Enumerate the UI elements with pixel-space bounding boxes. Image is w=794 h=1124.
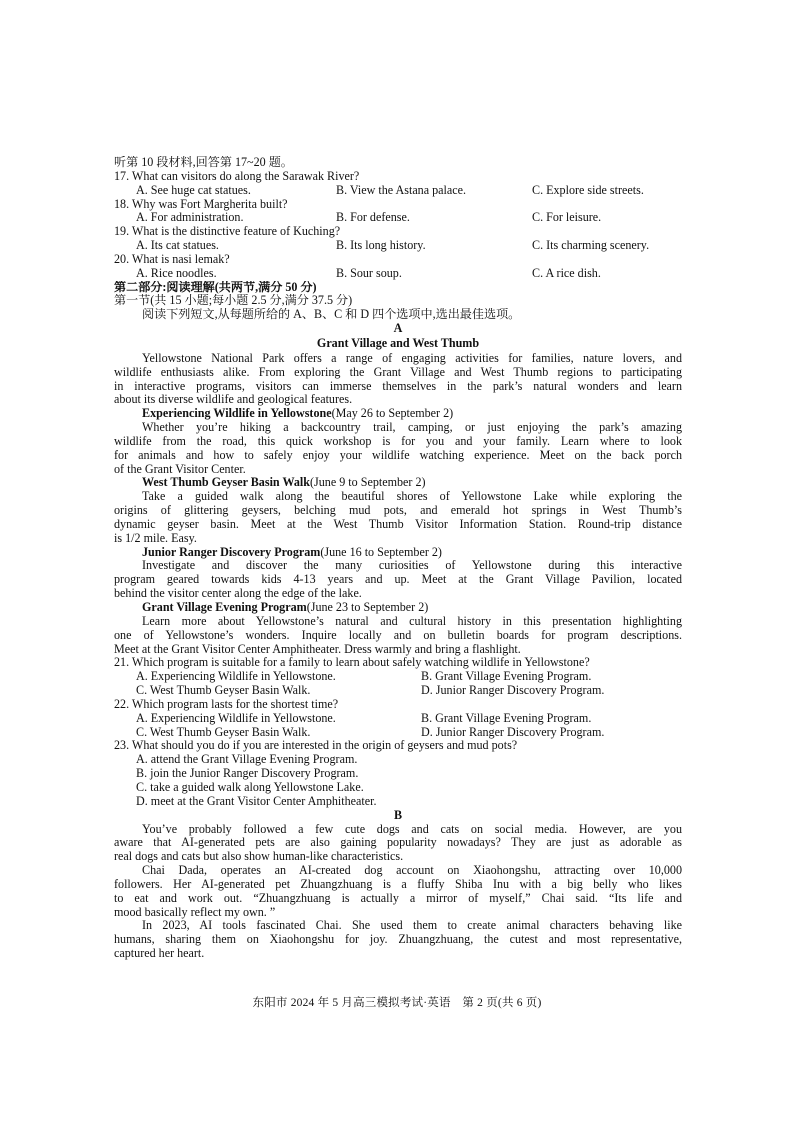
text-line: mood basically reflect my own. ”: [114, 905, 276, 919]
text-line: in interactive programs, visitors can immerse themselves in the park’s natural wonders and learn: [114, 379, 682, 393]
option-b: B. Grant Village Evening Program.: [421, 710, 592, 725]
question-stem: 17. What can visitors do along the Sarawak River?: [114, 169, 360, 183]
text-line: real dogs and cats but also show human-like characteristics.: [114, 850, 404, 864]
program-dates: (June 16 to September 2): [320, 544, 442, 559]
option-b: B. Grant Village Evening Program.: [421, 669, 592, 684]
question-options: [114, 684, 682, 698]
program-wildlife: [114, 407, 682, 476]
option-a: A. Rice noodles.: [136, 265, 217, 280]
option-c: C. Its charming scenery.: [532, 238, 650, 253]
text-line: humans, sharing them on Xiaohongshu for joy. Zhuangzhuang, the cutest and most representative,: [114, 933, 682, 947]
option-a: A. attend the Grant Village Evening Program.: [136, 752, 358, 767]
option-d: D. Junior Ranger Discovery Program.: [421, 724, 605, 739]
text-line: Investigate and discover the many curiosities of Yellowstone during this interactive: [142, 559, 682, 573]
program-junior-ranger: [114, 546, 682, 601]
section1-heading: 第一节(共 15 小题;每小题 2.5 分,满分 37.5 分): [114, 294, 353, 308]
passage-b-paragraph: [114, 919, 682, 961]
option-c: C. Explore side streets.: [532, 182, 644, 197]
question-options: [114, 712, 682, 726]
text-line: You’ve probably followed a few cute dogs and cats on social media. However, are you: [142, 822, 682, 836]
option-c: C. West Thumb Geyser Basin Walk.: [136, 683, 311, 698]
option-c: C. West Thumb Geyser Basin Walk.: [136, 724, 311, 739]
program-name: West Thumb Geyser Basin Walk: [142, 475, 311, 490]
option-a: A. For administration.: [136, 210, 244, 225]
question-17: [114, 170, 682, 198]
option-b: B. View the Astana palace.: [336, 182, 467, 197]
question-stem: 21. Which program is suitable for a family to learn about safely watching wildlife in Yellowstone?: [114, 656, 590, 670]
text-line: Learn more about Yellowstone’s natural and cultural history in this presentation highlighting: [142, 614, 682, 628]
option-d: D. meet at the Grant Visitor Center Amphitheater.: [136, 793, 377, 808]
question-stem: 20. What is nasi lemak?: [114, 252, 230, 266]
option-a: A. Experiencing Wildlife in Yellowstone.: [136, 710, 336, 725]
question-options: [114, 726, 682, 740]
program-name: Grant Village Evening Program: [142, 600, 307, 614]
text-line: about its diverse wildlife and geological features.: [114, 393, 353, 407]
text-line: for animals and how to safely enjoy your wildlife watching experience. Meet on the back porch: [114, 448, 682, 462]
text-line: to eat and work out. “Zhuangzhuang is actually a mirror of myself,” Chai said. “Its life and: [114, 891, 682, 905]
question-options: [114, 211, 682, 225]
question-19: [114, 225, 682, 253]
question-stem: 18. Why was Fort Margherita built?: [114, 197, 288, 211]
program-name: Experiencing Wildlife in Yellowstone: [142, 406, 332, 421]
text-line: followers. Her AI-generated pet Zhuangzhuang is a fluffy Shiba Inu with a big belly who likes: [114, 877, 682, 891]
passage-b-paragraph: [114, 823, 682, 865]
text-line: wildlife enthusiasts alike. From exploring the Grant Village and West Thumb regions to participating: [114, 365, 682, 379]
program-heading: [114, 546, 682, 560]
question-options: [114, 267, 682, 281]
page-footer: 东阳市 2024 年 5 月高三模拟考试·英语 第 2 页(共 6 页): [252, 997, 542, 1009]
text-line: Take a guided walk along the beautiful shores of Yellowstone Lake while exploring the: [142, 490, 682, 504]
option-b: B. join the Junior Ranger Discovery Program.: [136, 766, 359, 781]
option-c: C. take a guided walk along Yellowstone Lake.: [136, 779, 364, 794]
question-stem: 19. What is the distinctive feature of Kuching?: [114, 225, 341, 239]
program-heading: [114, 601, 682, 615]
option-c: C. A rice dish.: [532, 265, 601, 280]
option-b: B. Its long history.: [336, 238, 426, 253]
option-a: A. Its cat statues.: [136, 238, 219, 253]
question-options: [114, 239, 682, 253]
question-21: [114, 656, 682, 698]
program-dates: (May 26 to September 2): [331, 406, 454, 421]
question-options: [114, 670, 682, 684]
text-line: wildlife from the road, this quick workshop is for you and your family. Learn where to look: [114, 434, 682, 448]
question-18: [114, 198, 682, 226]
program-geyser-walk: [114, 476, 682, 545]
text-line: Chai Dada, operates an AI-created dog account on Xiaohongshu, attracting over 10,000: [142, 864, 682, 878]
program-evening: [114, 601, 682, 656]
question-20: [114, 253, 682, 281]
text-line: program geared towards kids 4-13 years and up. Meet at the Grant Village Pavilion, located: [114, 573, 682, 587]
option-b: B. Sour soup.: [336, 265, 402, 280]
passage-b-label: B: [393, 807, 403, 822]
listening-intro: 听第 10 段材料,回答第 17~20 题。: [114, 156, 293, 169]
text-line: Whether you’re hiking a backcountry trail, camping, or just enjoying the park’s amazing: [142, 421, 682, 435]
part2-heading: 第二部分:阅读理解(共两节,满分 50 分): [114, 280, 317, 294]
text-line: In 2023, AI tools fascinated Chai. She used them to create animal characters behaving like: [142, 919, 682, 933]
option-a: A. Experiencing Wildlife in Yellowstone.: [136, 669, 336, 684]
question-stem: 23. What should you do if you are interested in the origin of geysers and mud pots?: [114, 739, 518, 753]
option-d: D. Junior Ranger Discovery Program.: [421, 683, 605, 698]
passage-a-title: Grant Village and West Thumb: [316, 335, 480, 350]
text-line: Yellowstone National Park offers a range of engaging activities for families, nature lovers, and: [142, 351, 682, 365]
program-heading: [114, 476, 682, 490]
option-a: A. See huge cat statues.: [136, 182, 251, 197]
question-stem: 22. Which program lasts for the shortest time?: [114, 697, 339, 711]
passage-b-paragraph: [114, 864, 682, 919]
text-line: behind the visitor center along the edge of the lake.: [114, 587, 362, 601]
text-line: one of Yellowstone’s wonders. Inquire locally and on bulletin boards for program descriptions.: [114, 628, 682, 642]
option-b: B. For defense.: [336, 210, 410, 225]
text-line: of the Grant Visitor Center.: [114, 462, 246, 476]
program-dates: (June 9 to September 2): [310, 475, 426, 490]
passage-a-label: A: [393, 321, 403, 336]
text-line: captured her heart.: [114, 947, 205, 961]
question-22: [114, 698, 682, 740]
reading-instruction: 阅读下列短文,从每题所给的 A、B、C 和 D 四个选项中,选出最佳选项。: [142, 308, 521, 322]
question-options: [114, 184, 682, 198]
passage-a-intro: [114, 352, 682, 407]
question-23: [114, 739, 682, 808]
text-line: dynamic geyser basin. Meet at the West Thumb Visitor Information Station. Round-trip distance: [114, 517, 682, 531]
text-line: origins of glittering geysers, belching mud pots, and emerald hot springs in West Thumb’s: [114, 504, 682, 518]
text-line: is 1/2 mile. Easy.: [114, 531, 197, 545]
program-dates: (June 23 to September 2): [306, 600, 429, 614]
text-line: aware that AI-generated pets are also gaining popularity nowadays? They are just as adorable as: [114, 836, 682, 850]
program-heading: [114, 407, 682, 421]
option-c: C. For leisure.: [532, 210, 602, 225]
program-name: Junior Ranger Discovery Program: [142, 544, 321, 559]
page-content: [114, 156, 682, 961]
text-line: Meet at the Grant Visitor Center Amphitheater. Dress warmly and bring a flashlight.: [114, 642, 521, 656]
